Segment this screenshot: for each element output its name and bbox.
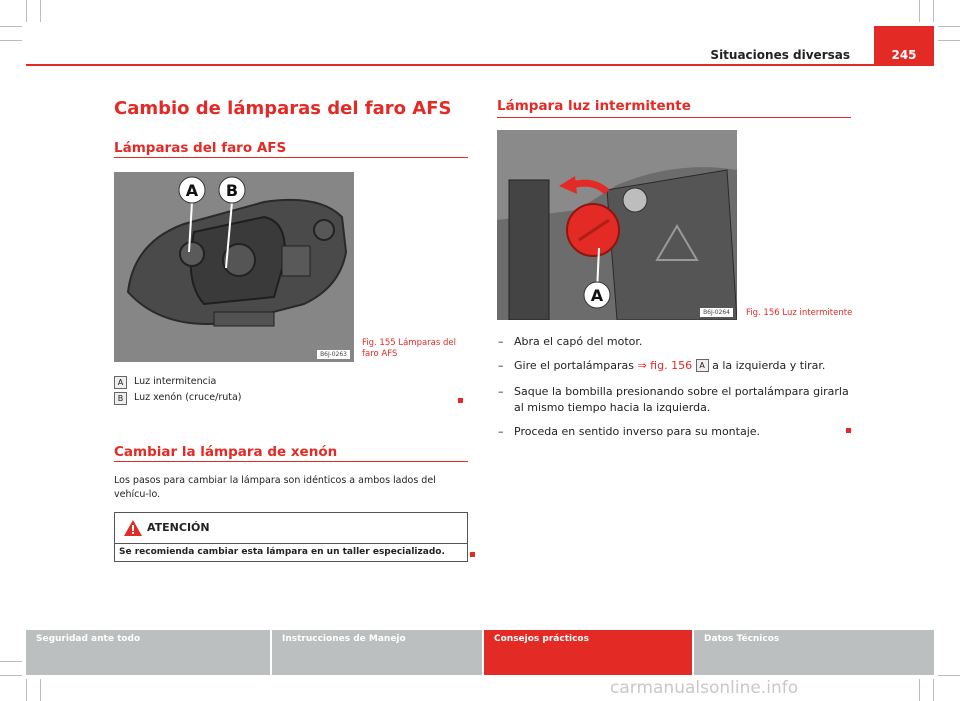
step-dash: – [498, 359, 504, 372]
step-4 [498, 424, 858, 440]
footer-tab-practical-tips[interactable] [484, 630, 692, 675]
figure-caption: Fig. 155 Lámparas del faro AFS [362, 338, 457, 359]
section-rule [497, 117, 851, 118]
crop-mark [0, 40, 22, 41]
legend-letter-a: A [114, 376, 127, 389]
crop-mark [919, 0, 920, 22]
warning-triangle-icon [123, 519, 143, 537]
section-heading: Lámpara luz intermitente [497, 98, 691, 114]
crop-mark [40, 679, 41, 701]
figure-code: B6J-0263 [317, 350, 350, 359]
step-text-post: a la izquierda y tirar. [708, 359, 826, 372]
legend-text-b: Luz xenón (cruce/ruta) [134, 392, 242, 403]
crop-mark [0, 26, 22, 27]
step-text-pre: Gire el portalámparas [514, 359, 638, 372]
step-dash: – [498, 425, 504, 438]
callout-a: A [185, 181, 199, 200]
crop-mark [0, 675, 22, 676]
legend-letter-b: B [114, 392, 127, 405]
end-marker [846, 428, 851, 433]
step-dash: – [498, 335, 504, 348]
step-letter-a: A [696, 359, 709, 372]
warning-header [115, 513, 467, 543]
footer-tab-operating[interactable] [272, 630, 482, 675]
end-marker [470, 552, 475, 557]
figure-headlamp-afs [114, 172, 354, 362]
crop-mark [26, 0, 27, 22]
section-rule [114, 461, 468, 462]
crop-mark [40, 0, 41, 22]
section-rule [114, 157, 468, 158]
warning-title: ATENCIÓN [147, 521, 210, 534]
footer-tab-label: Consejos prácticos [494, 634, 589, 644]
step-text: Proceda en sentido inverso para su montaje. [514, 425, 761, 438]
paragraph: Los pasos para cambiar la lámpara son idénticos a ambos lados del vehícu-lo. [114, 475, 436, 500]
figure-code: B6J-0264 [700, 308, 733, 317]
figure-link[interactable]: ⇒ fig. 156 [637, 359, 693, 372]
crop-mark [938, 40, 960, 41]
crop-mark [938, 675, 960, 676]
callout-a: A [590, 286, 604, 305]
crop-mark [938, 26, 960, 27]
section-heading: Cambiar la lámpara de xenón [114, 444, 338, 460]
page-title: Cambio de lámparas del faro AFS [114, 98, 452, 119]
figure-caption: Fig. 156 Luz intermitente [746, 308, 853, 318]
step-1 [498, 334, 858, 350]
footer-tab-safety[interactable] [26, 630, 270, 675]
crop-mark [0, 661, 22, 662]
crop-mark [933, 679, 934, 701]
figure-turn-signal [497, 130, 737, 320]
watermark: carmanualsonline.info [610, 678, 799, 698]
crop-mark [933, 0, 934, 22]
step-dash: – [498, 385, 504, 398]
step-text: Abra el capó del motor. [514, 335, 643, 348]
turn-signal-illustration [497, 130, 737, 320]
crop-mark [26, 679, 27, 701]
step-text: Saque la bombilla presionando sobre el portalámpara girarla al mismo tiempo hacia la izquierda. [514, 385, 849, 414]
step-2 [498, 358, 858, 374]
footer-tab-label: Seguridad ante todo [36, 634, 141, 644]
header-rule [26, 64, 934, 66]
step-text [514, 358, 854, 374]
footer-tab-technical-data[interactable] [694, 630, 934, 675]
warning-divider [115, 543, 467, 544]
crop-mark [919, 679, 920, 701]
headlamp-illustration [114, 172, 354, 362]
step-3 [498, 384, 858, 416]
warning-box [114, 512, 468, 562]
callout-b: B [225, 181, 239, 200]
page-number: 245 [891, 48, 917, 62]
running-header: Situaciones diversas [710, 48, 850, 62]
section-heading: Lámparas del faro AFS [114, 140, 287, 156]
footer-tab-label: Datos Técnicos [704, 634, 780, 644]
end-marker [458, 398, 463, 403]
footer-tab-label: Instrucciones de Manejo [282, 634, 406, 644]
warning-text: Se recomienda cambiar esta lámpara en un taller especializado. [119, 547, 445, 557]
legend-text-a: Luz intermitencia [134, 376, 217, 387]
